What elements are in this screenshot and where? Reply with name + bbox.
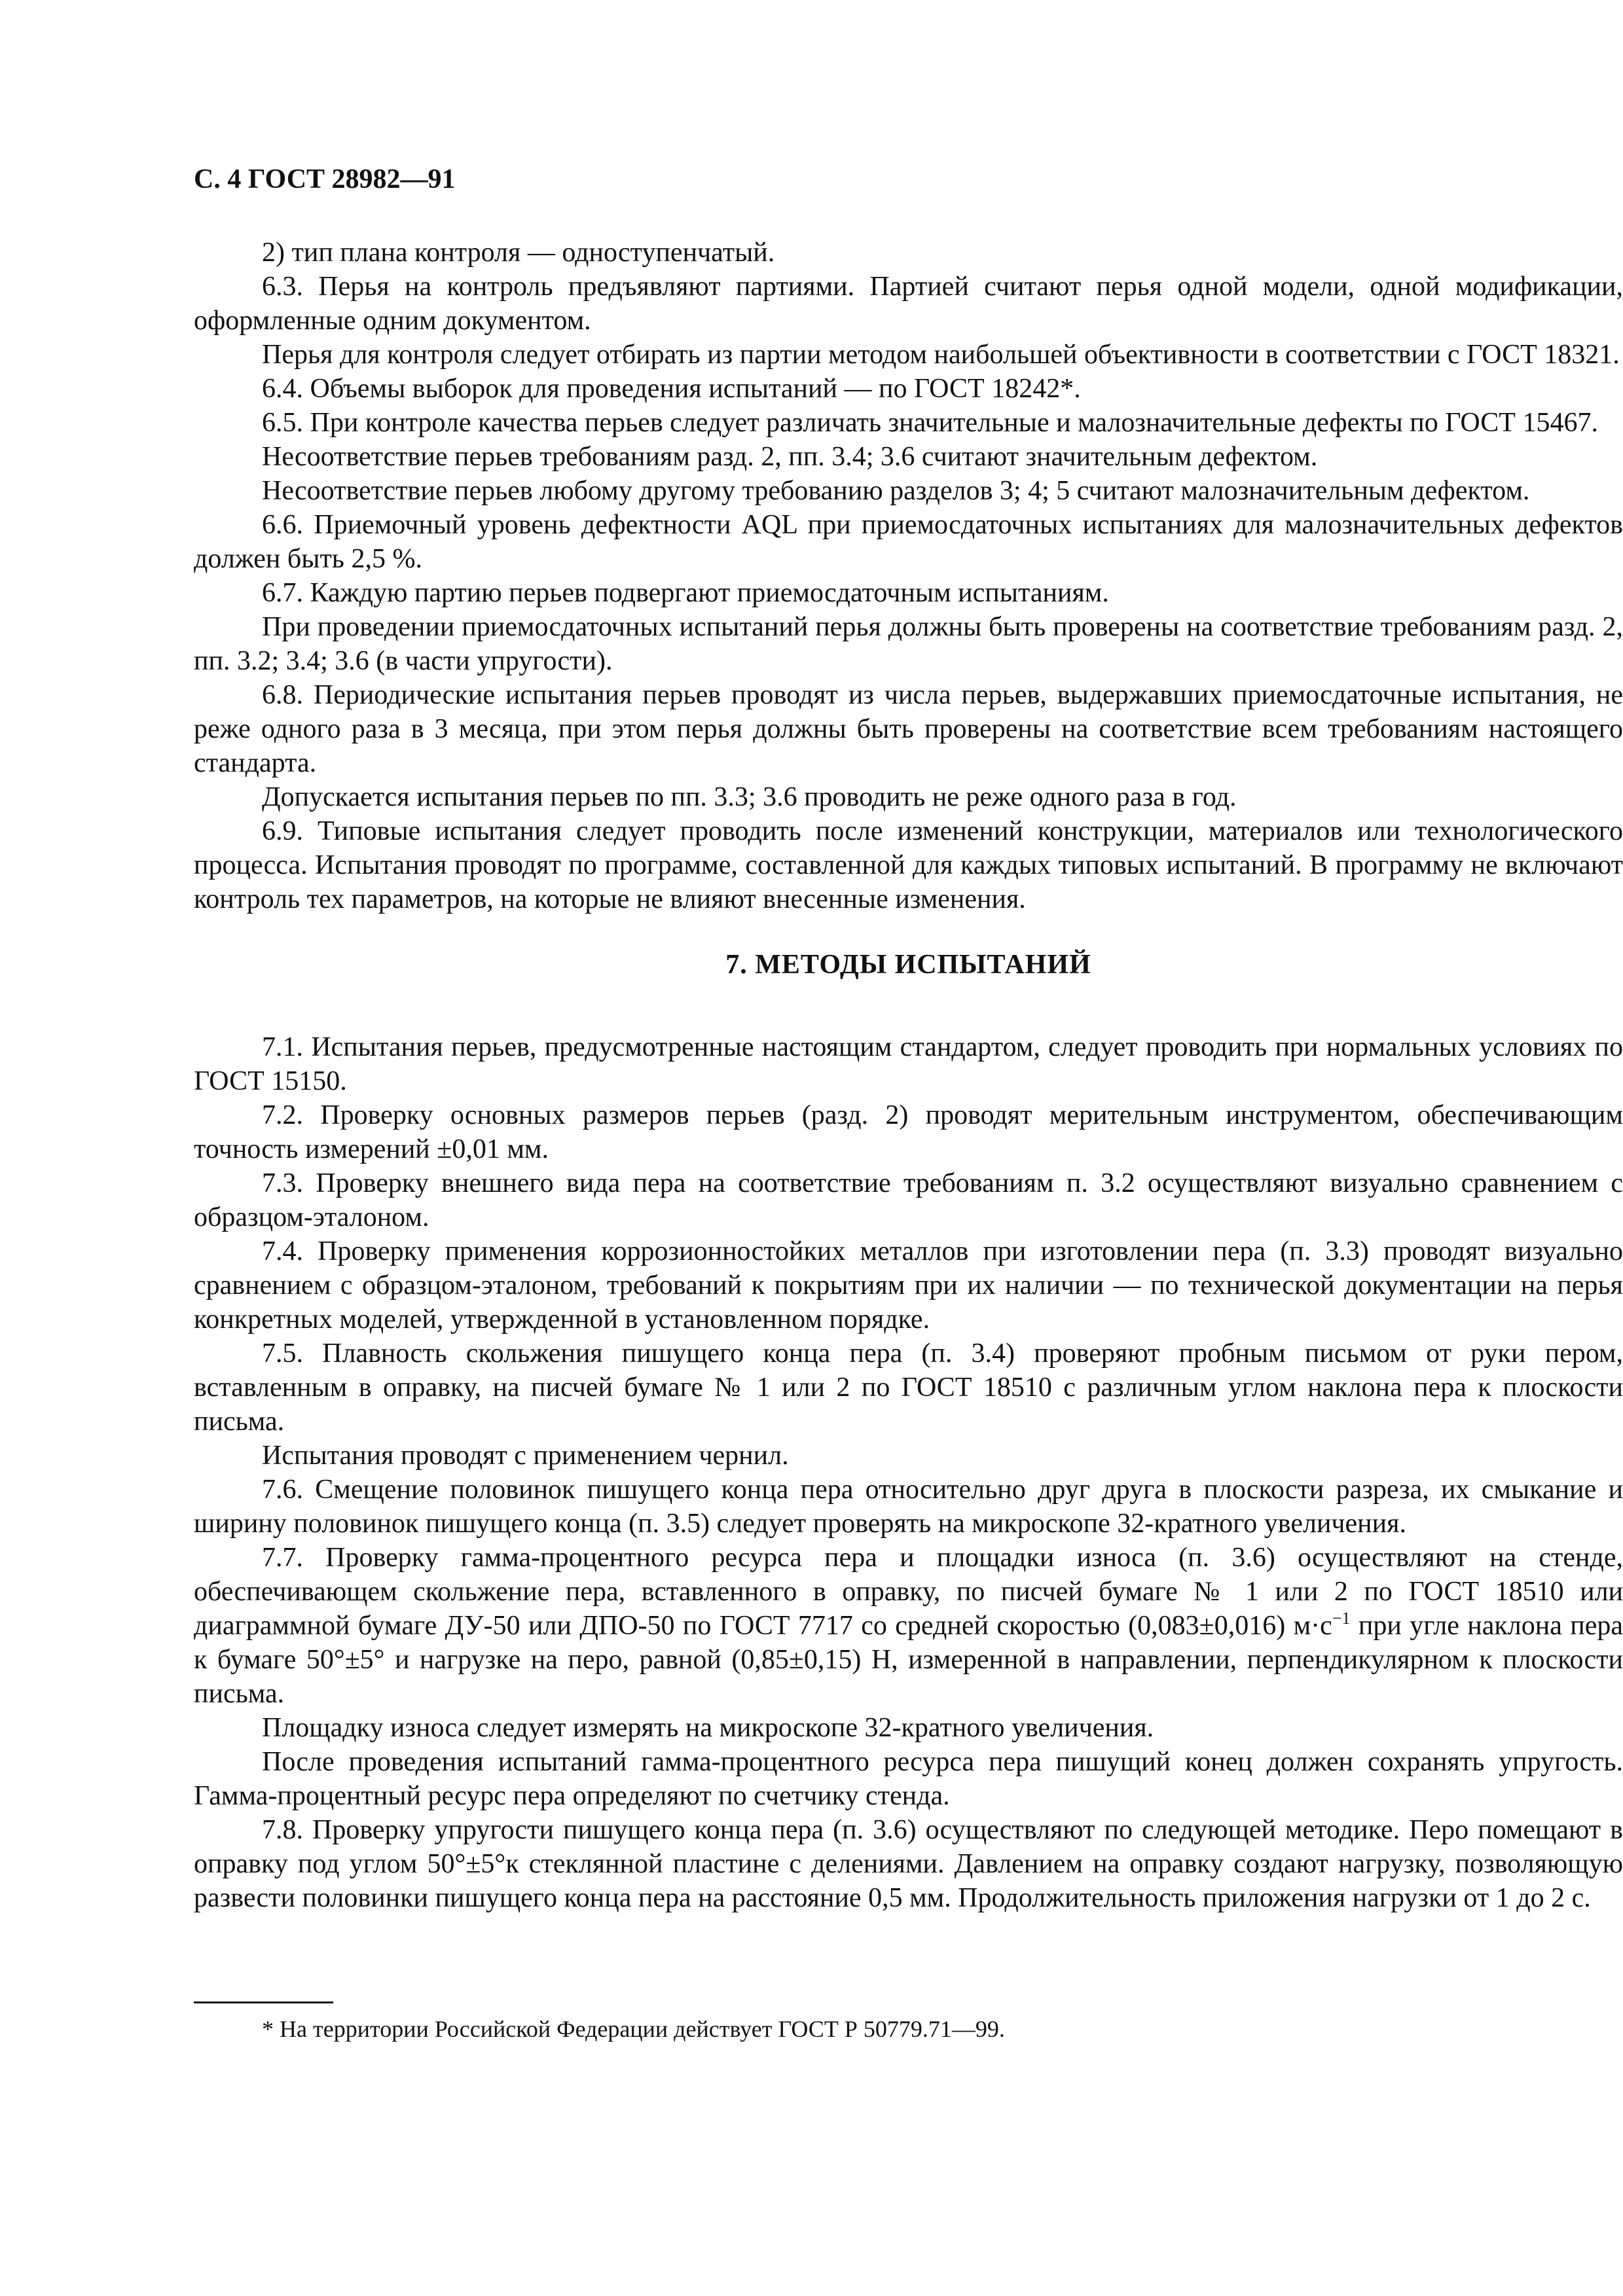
speed-unit-exponent: −1 [1332,1609,1351,1628]
paragraph-6-2-item: 2) тип плана контроля — одноступенчатый. [262,238,775,268]
paragraph-6-7: 6.7. Каждую партию перьев подвергают приемосдаточным испытаниям. [262,578,1109,608]
paragraph-7-8: 7.8. Проверку упругости пишущего конца пера (п. 3.6) осуществляют по следующей методике. Перо помещают в оправку под углом 50°±5°к стеклянной пластине с делениями. Давлением на оправку создают нагрузку, позволяющую развести половинки пишущего конца пера на расстояние 0,5 мм. Продолжительность приложения нагрузки от 1 до 2 с. [194,1815,1623,1913]
paragraph-7-6: 7.6. Смещение половинок пишущего конца пера относительно друг друга в плоскости разреза, их смыкание и ширину половинок пишущего конца (п. 3.5) следует проверять на микроскопе 32-кратного увеличения. [194,1475,1623,1539]
paragraph-7-7-wear: Площадку износа следует измерять на микроскопе 32-кратного увеличения. [262,1713,1154,1743]
paragraph-7-2: 7.2. Проверку основных размеров перьев (разд. 2) проводят мерительным инструментом, обеспечивающим точность измерений ±0,01 мм. [194,1100,1623,1164]
paragraph-6-4: 6.4. Объемы выборок для проведения испытаний — по ГОСТ 18242*. [262,374,1081,404]
paragraph-6-5: 6.5. При контроле качества перьев следует различать значительные и малозначительные дефекты по ГОСТ 15467. [262,408,1598,438]
main-text [194,236,1623,1915]
paragraph-7-5: 7.5. Плавность скольжения пишущего конца пера (п. 3.4) проверяют пробным письмом от руки пером, вставленным в оправку, на писчей бумаге № 1 или 2 по ГОСТ 18510 с различным углом наклона пера к плоскости письма. [194,1338,1623,1437]
paragraph-7-7-text: 7.7. Проверку гамма-процентного ресурса пера и площадки износа (п. 3.6) осуществляют на стенде, обеспечивающем скольжение пера, вставленного в оправку, по писчей бумаге № 1 или 2 по ГОСТ 18510 или диаграммной бумаге ДУ-50 или ДПО-50 по ГОСТ 7717 со средней скоростью (0,083±0,016) м·с [194,1543,1623,1641]
paragraph-6-6: 6.6. Приемочный уровень дефектности AQL при приемосдаточных испытаниях для малозначительных дефектов должен быть 2,5 %. [194,510,1623,574]
paragraph-7-3: 7.3. Проверку внешнего вида пера на соответствие требованиям п. 3.2 осуществляют визуально сравнением с образцом-эталоном. [194,1168,1623,1232]
paragraph-6-9: 6.9. Типовые испытания следует проводить после изменений конструкции, материалов или технологического процесса. Испытания проводят по программе, составленной для каждых типовых испытаний. В программу не включают контроль тех параметров, на которые не влияют внесенные изменения. [194,816,1623,914]
paragraph-7-7-text-end: при угле наклона пера к бумаге 50°±5° и нагрузке на перо, равной (0,85±0,15) Н, измеренной в направлении, перпендикулярном к плоскости письма. [194,1611,1623,1709]
paragraph-6-8-allowed: Допускается испытания перьев по пп. 3.3; 3.6 проводить не реже одного раза в год. [262,782,1237,812]
paragraph-6-5-significant: Несоответствие перьев требованиям разд. 2, пп. 3.4; 3.6 считают значительным дефектом. [262,442,1318,472]
section-7-heading: 7. МЕТОДЫ ИСПЫТАНИЙ [725,950,1091,980]
paragraph-6-7-acceptance: При проведении приемосдаточных испытаний перья должны быть проверены на соответствие требованиям разд. 2, пп. 3.2; 3.4; 3.6 (в части упругости). [194,612,1623,676]
paragraph-7-1: 7.1. Испытания перьев, предусмотренные настоящим стандартом, следует проводить при нормальных условиях по ГОСТ 15150. [194,1032,1623,1096]
paragraph-7-7 [194,1541,1623,1711]
footnote-divider [194,2001,333,2003]
paragraph-7-5-ink: Испытания проводят с применением чернил. [262,1441,789,1471]
paragraph-7-7-resource: После проведения испытаний гамма-процентного ресурса пера пишущий конец должен сохранять упругость. Гамма-процентный ресурс пера определяют по счетчику стенда. [194,1747,1623,1811]
page-header: С. 4 ГОСТ 28982—91 [194,164,456,194]
paragraph-7-4: 7.4. Проверку применения коррозионностойких металлов при изготовлении пера (п. 3.3) проводят визуально сравнением с образцом-эталоном, требований к покрытиям при их наличии — по технической документации на перья конкретных моделей, утвержденной в установленном порядке. [194,1236,1623,1335]
paragraph-6-3-sampling: Перья для контроля следует отбирать из партии методом наибольшей объективности в соответствии с ГОСТ 18321. [262,340,1620,370]
paragraph-6-3: 6.3. Перья на контроль предъявляют партиями. Партией считают перья одной модели, одной модификации, оформленные одним документом. [194,272,1623,336]
paragraph-6-8: 6.8. Периодические испытания перьев проводят из числа перьев, выдержавших приемосдаточные испытания, не реже одного раза в 3 месяца, при этом перья должны быть проверены на соответствие всем требованиям настоящего стандарта. [194,680,1623,778]
footnote: * На территории Российской Федерации действует ГОСТ Р 50779.71—99. [262,2016,1005,2042]
paragraph-6-5-minor: Несоответствие перьев любому другому требованию разделов 3; 4; 5 считают малозначительным дефектом. [262,476,1530,506]
